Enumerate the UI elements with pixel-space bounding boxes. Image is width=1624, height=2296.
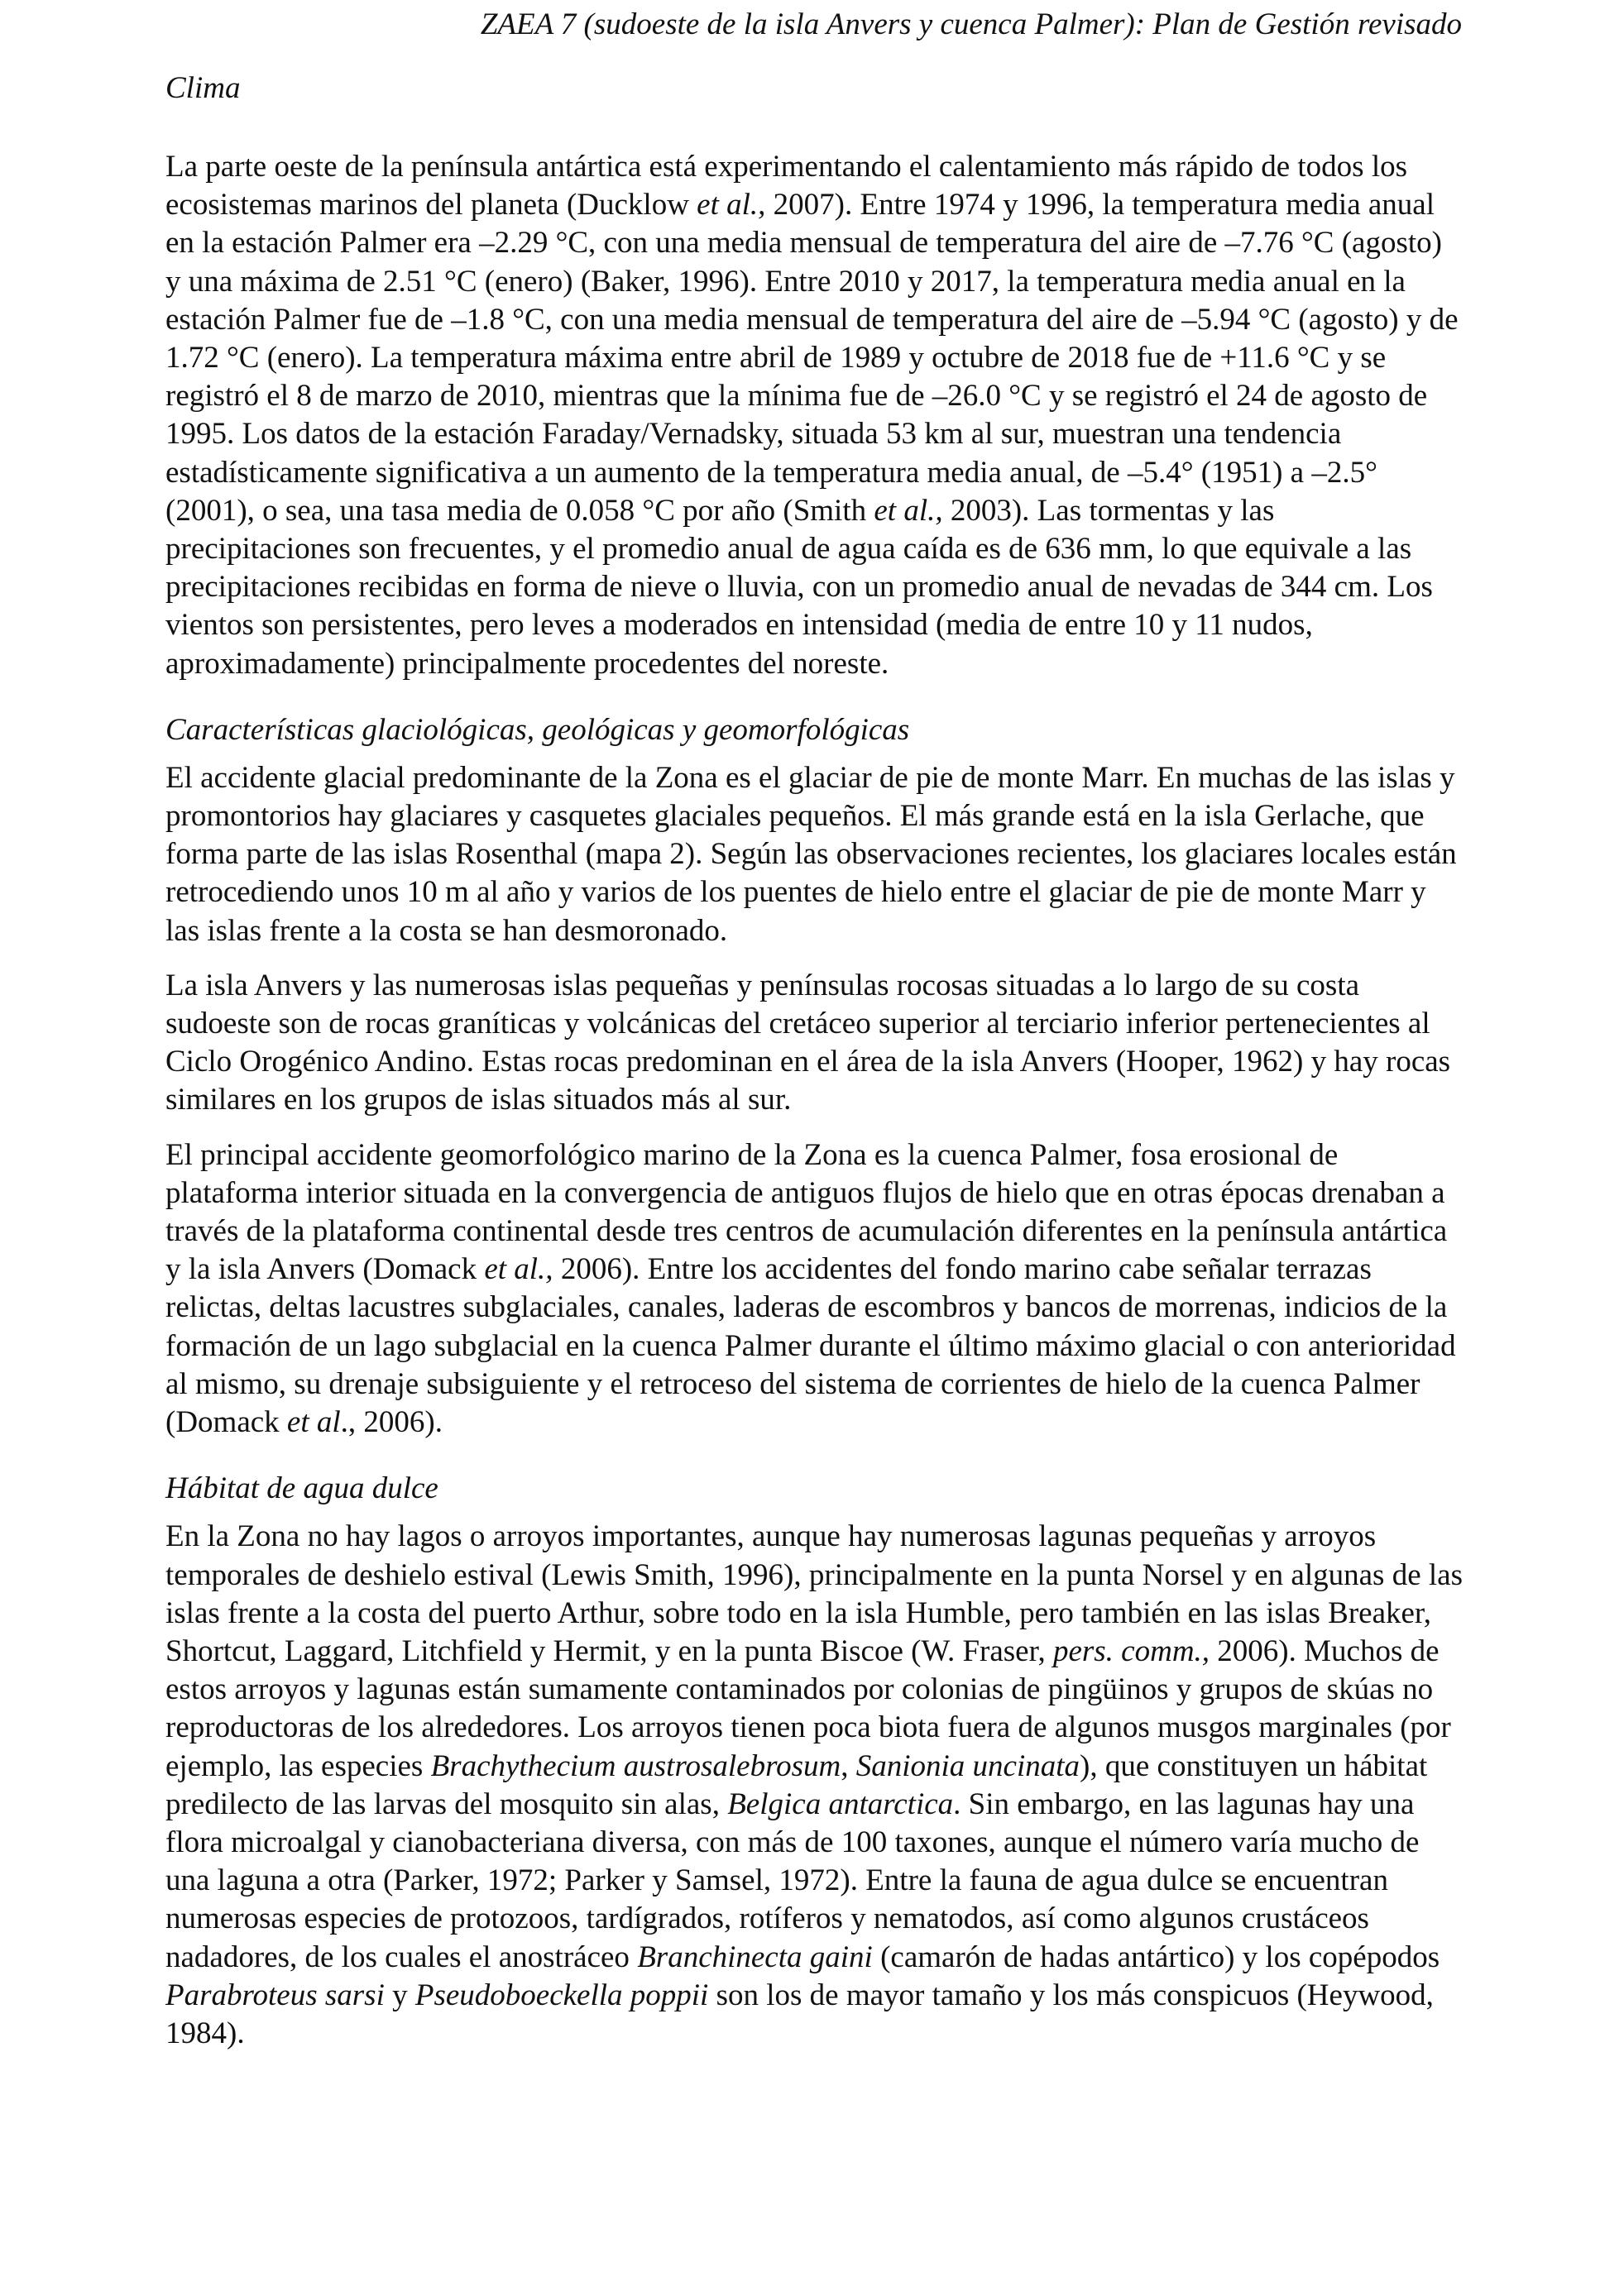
- italic-run: Parabroteus sarsi: [165, 1978, 385, 2012]
- italic-run: Brachythecium austrosalebrosum: [430, 1748, 841, 1783]
- section-heading-agua-dulce: Hábitat de agua dulce: [165, 1471, 438, 1506]
- text-run: El accidente glacial predominante de la Zona es el glaciar de pie de monte Marr. En muchas de las islas y promontorios hay glaciares y casquetes glaciales pequeños. El más grande está en la isla Gerlache, que forma parte de las islas Rosenthal (mapa 2). Según las observaciones recientes, los glaciares locales están retrocediendo unos 10 m al año y varios de los puentes de hielo entre el glaciar de pie de monte Marr y las islas frente a la costa se han desmoronado.: [165, 760, 1457, 948]
- italic-run: pers. comm.,: [1052, 1634, 1210, 1668]
- text-run: son los de mayor tamaño y los más conspicuos (Heywood, 1984).: [165, 1978, 1434, 2050]
- section-heading-clima: Clima: [165, 71, 241, 105]
- text-run: 2006). Entre los accidentes del fondo marino cabe señalar terrazas relictas, deltas lacustres subglaciales, canales, laderas de escombros y bancos de morrenas, indicios de la formación de un lago subglacial en la cuenca Palmer durante el último máximo glacial o con anterioridad al mismo, su drenaje subsiguiente y el retroceso del sistema de corrientes de hielo de la cuenca Palmer (Domack: [165, 1252, 1456, 1440]
- italic-run: Sanionia uncinata: [855, 1748, 1080, 1783]
- text-run: ), que constituyen un hábitat predilecto de las larvas del mosquito sin alas,: [165, 1748, 1428, 1821]
- text-run: El principal accidente geomorfológico marino de la Zona es la cuenca Palmer, fosa erosional de plataforma interior situada en la convergencia de antiguos flujos de hielo que en otras épocas drenaban a través de la plataforma continental desde tres centros de acumulación diferentes en la península antártica y la isla Anvers (Domack: [165, 1137, 1448, 1287]
- italic-run: et al.,: [874, 493, 943, 528]
- italic-run: Branchinecta gaini: [637, 1940, 873, 1974]
- text-run: y: [384, 1978, 415, 2012]
- text-run: La isla Anvers y las numerosas islas pequeñas y penínsulas rocosas situadas a lo largo de su costa sudoeste son de rocas graníticas y volcánicas del cretáceo superior al terciario inferior pertenecientes al Ciclo Orogénico Andino. Estas rocas predominan en el área de la isla Anvers (Hooper, 1962) y hay rocas similares en los grupos de islas situados más al sur.: [165, 968, 1451, 1117]
- text-run: 2007). Entre 1974 y 1996, la temperatura media anual en la estación Palmer era –2.29 °C, con una media mensual de temperatura del aire de –7.76 °C (agosto) y una máxima de 2.51 °C (enero) (Baker, 1996). Entre 2010 y 2017, la temperatura media anual en la estación Palmer fue de –1.8 °C, con una media mensual de temperatura del aire de –5.94 °C (agosto) y de 1.72 °C (enero). La temperatura máxima entre abril de 1989 y octubre de 2018 fue de +11.6 °C y se registró el 8 de marzo de 2010, mientras que la mínima fue de –26.0 °C y se registró el 24 de agosto de 1995. Los datos de la estación Faraday/Vernadsky, situada 53 km al sur, muestran una tendencia estadísticamente significativa a un aumento de la temperatura media anual, de –5.4° (1951) a –2.5° (2001), o sea, una tasa media de 0.058 °C por año (Smith: [165, 188, 1459, 528]
- text-run: La parte oeste de la península antártica está experimentando el calentamiento más rápido de todos los ecosistemas marinos del planeta (Ducklow: [165, 150, 1408, 222]
- paragraph-glaciar-marr: [165, 759, 1464, 950]
- paragraph-agua-dulce: [165, 1518, 1464, 2053]
- text-run: (camarón de hadas antártico) y los copépodos: [872, 1940, 1440, 1974]
- section-heading-glaciologicas: Características glaciológicas, geológicas y geomorfológicas: [165, 712, 910, 747]
- italic-run: et al.,: [484, 1252, 553, 1287]
- document-body: [165, 69, 1464, 2053]
- text-run: En la Zona no hay lagos o arroyos importantes, aunque hay numerosas lagunas pequeñas y arroyos temporales de deshielo estival (Lewis Smith, 1996), principalmente en la punta Norsel y en algunas de las islas frente a la costa del puerto Arthur, sobre todo en la isla Humble, pero también en las islas Breaker, Shortcut, Laggard, Litchfield y Hermit, y en la punta Biscoe (W. Fraser,: [165, 1519, 1463, 1668]
- italic-run: Belgica antarctica: [727, 1787, 954, 1821]
- paragraph-cuenca-palmer: [165, 1136, 1464, 1442]
- paragraph-geologia-anvers: [165, 967, 1464, 1120]
- italic-run: Pseudoboeckella poppii: [414, 1978, 709, 2012]
- italic-run: et al.,: [697, 188, 766, 222]
- italic-run: et al: [286, 1405, 341, 1440]
- text-run: ,: [841, 1748, 856, 1783]
- text-run: . Sin embargo, en las lagunas hay una flora microalgal y cianobacteriana diversa, con más de 100 taxones, aunque el número varía mucho de una laguna a otra (Parker, 1972; Parker y Samsel, 1972). Entre la fauna de agua dulce se encuentran numerosas especies de protozoos, tardígrados, rotíferos y nematodos, así como algunos crustáceos nadadores, de los cuales el anostráceo: [165, 1787, 1420, 1974]
- running-header: ZAEA 7 (sudoeste de la isla Anvers y cuenca Palmer): Plan de Gestión revisado: [480, 7, 1462, 41]
- text-run: 2003). Las tormentas y las precipitaciones son frecuentes, y el promedio anual de agua caída es de 636 mm, lo que equivale a las precipitaciones recibidas en forma de nieve o lluvia, con un promedio anual de nevadas de 344 cm. Los vientos son persistentes, pero leves a moderados en intensidad (media de entre 10 y 11 nudos, aproximadamente) principalmente procedentes del noreste.: [165, 493, 1433, 681]
- paragraph-clima: [165, 148, 1464, 683]
- text-run: ., 2006).: [340, 1405, 443, 1440]
- text-run: 2006). Muchos de estos arroyos y lagunas están sumamente contaminados por colonias de pingüinos y grupos de skúas no reproductoras de los alrededores. Los arroyos tienen poca biota fuera de algunos musgos marginales (por ejemplo, las especies: [165, 1634, 1451, 1783]
